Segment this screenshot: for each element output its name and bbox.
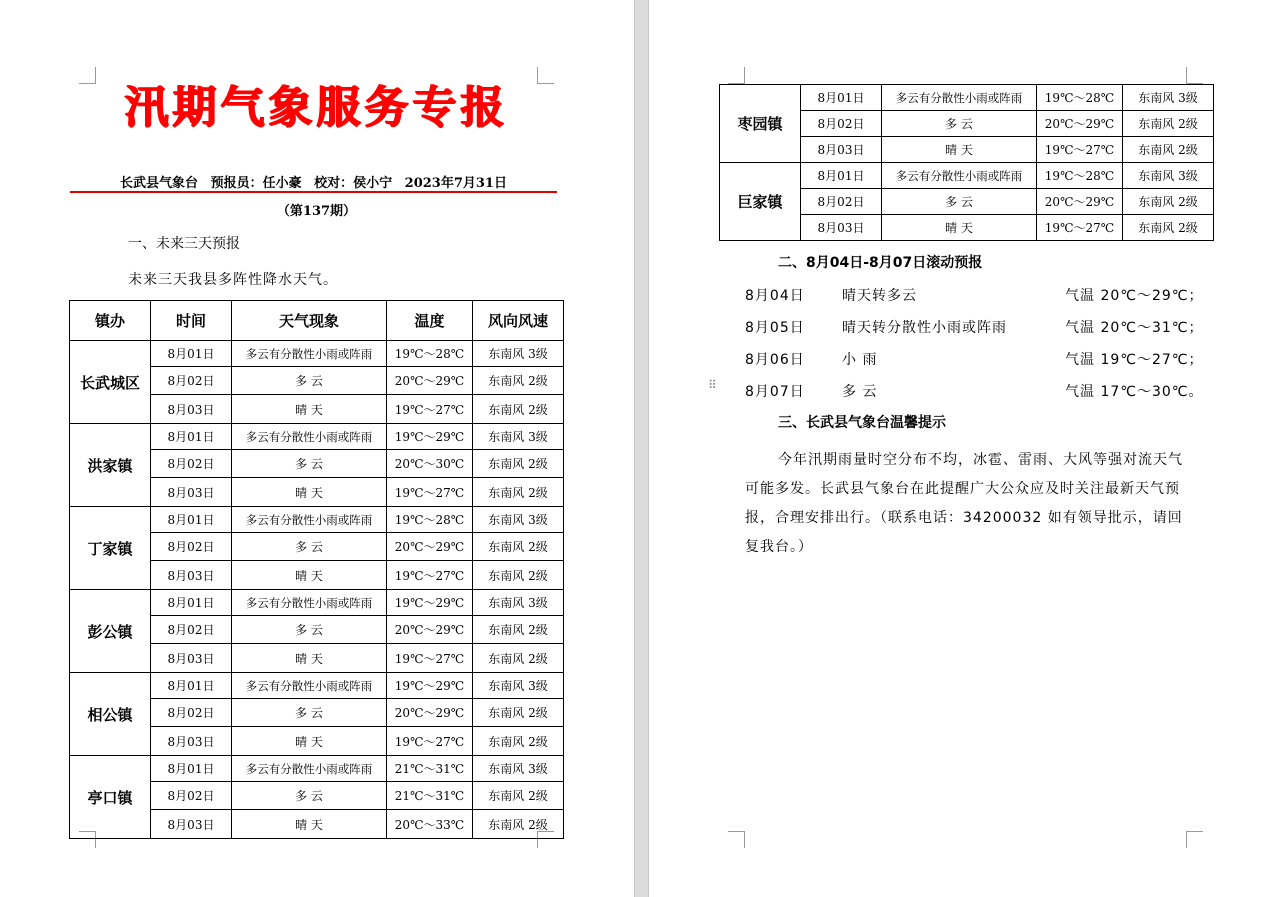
weather-cell: 多 云 xyxy=(232,450,387,478)
table-header-row xyxy=(70,301,564,341)
town-cell: 洪家镇 xyxy=(70,424,151,507)
town-cell: 巨家镇 xyxy=(720,163,801,241)
weather-cell: 晴 天 xyxy=(232,395,387,424)
date-cell: 8月03日 xyxy=(151,810,232,839)
weather-cell: 多 云 xyxy=(232,533,387,561)
weather-cell: 晴 天 xyxy=(232,561,387,590)
table-row xyxy=(70,756,564,782)
drag-handle-icon[interactable]: ⠿ xyxy=(708,378,715,392)
date-cell: 8月01日 xyxy=(151,424,232,450)
temperature-cell: 19℃～28℃ xyxy=(387,507,473,533)
date-cell: 8月03日 xyxy=(151,644,232,673)
weather-cell: 多云有分散性小雨或阵雨 xyxy=(232,341,387,367)
date-cell: 8月03日 xyxy=(801,137,882,163)
date-cell: 8月01日 xyxy=(151,756,232,782)
wind-cell: 东南风 3级 xyxy=(473,507,564,533)
wind-cell: 东南风 2级 xyxy=(473,395,564,424)
wind-cell: 东南风 3级 xyxy=(473,590,564,616)
checker-name: 校对：侯小宁 xyxy=(314,176,393,191)
weather-cell: 晴 天 xyxy=(882,215,1037,241)
weather-cell: 多 云 xyxy=(882,111,1037,137)
date-cell: 8月02日 xyxy=(151,533,232,561)
weather-cell: 晴 天 xyxy=(232,810,387,839)
temperature-cell: 20℃～29℃ xyxy=(1037,111,1123,137)
date-cell: 8月03日 xyxy=(151,478,232,507)
date-cell: 8月02日 xyxy=(801,111,882,137)
temperature-cell: 19℃～27℃ xyxy=(387,727,473,756)
weather-cell: 多云有分散性小雨或阵雨 xyxy=(882,163,1037,189)
date-cell: 8月01日 xyxy=(801,85,882,111)
crop-mark xyxy=(1186,831,1203,848)
date-cell: 8月03日 xyxy=(151,561,232,590)
crop-mark xyxy=(1186,67,1203,84)
temperature-cell: 20℃～29℃ xyxy=(387,367,473,395)
town-cell: 长武城区 xyxy=(70,341,151,424)
weather-cell: 多 云 xyxy=(232,699,387,727)
temperature-cell: 20℃～29℃ xyxy=(387,616,473,644)
date-cell: 8月02日 xyxy=(151,450,232,478)
weather-cell: 多云有分散性小雨或阵雨 xyxy=(232,424,387,450)
temperature-cell: 19℃～29℃ xyxy=(387,673,473,699)
wind-cell: 东南风 2级 xyxy=(473,561,564,590)
wind-cell: 东南风 3级 xyxy=(473,341,564,367)
table-row xyxy=(70,590,564,616)
wind-cell: 东南风 2级 xyxy=(473,782,564,810)
column-header: 风向风速 xyxy=(473,301,564,341)
weather-cell: 多 云 xyxy=(232,367,387,395)
document-page-1 xyxy=(0,0,634,897)
section-1-heading: 一、未来三天预报 xyxy=(128,236,240,252)
table-row xyxy=(720,163,1214,189)
date-cell: 8月01日 xyxy=(151,673,232,699)
wind-cell: 东南风 2级 xyxy=(1123,215,1214,241)
temperature-cell: 19℃～27℃ xyxy=(387,644,473,673)
date-cell: 8月02日 xyxy=(801,189,882,215)
weather-cell: 多 云 xyxy=(232,616,387,644)
wind-cell: 东南风 2级 xyxy=(473,616,564,644)
warm-tip-paragraph xyxy=(745,446,1191,562)
wind-cell: 东南风 2级 xyxy=(1123,189,1214,215)
column-header: 温度 xyxy=(387,301,473,341)
wind-cell: 东南风 3级 xyxy=(1123,163,1214,189)
temperature-cell: 20℃～29℃ xyxy=(1037,189,1123,215)
weather-cell: 多云有分散性小雨或阵雨 xyxy=(232,673,387,699)
wind-cell: 东南风 2级 xyxy=(473,810,564,839)
temperature-cell: 19℃～28℃ xyxy=(1037,163,1123,189)
weather-cell: 晴 天 xyxy=(882,137,1037,163)
section-3-heading: 三、长武县气象台温馨提示 xyxy=(778,415,946,431)
date-cell: 8月03日 xyxy=(151,727,232,756)
date-cell: 8月01日 xyxy=(151,341,232,367)
forecast-table xyxy=(69,300,564,839)
wind-cell: 东南风 2级 xyxy=(473,644,564,673)
section-1-text: 未来三天我县多阵性降水天气。 xyxy=(128,272,338,288)
temperature-cell: 19℃～29℃ xyxy=(387,424,473,450)
wind-cell: 东南风 3级 xyxy=(473,756,564,782)
table-row xyxy=(70,341,564,367)
table-row xyxy=(70,507,564,533)
issue-number: （第137期） xyxy=(276,204,357,219)
temperature-cell: 21℃～31℃ xyxy=(387,782,473,810)
date-cell: 8月01日 xyxy=(151,590,232,616)
column-header: 时间 xyxy=(151,301,232,341)
wind-cell: 东南风 2级 xyxy=(473,450,564,478)
temperature-cell: 19℃～27℃ xyxy=(1037,215,1123,241)
temperature-cell: 19℃～27℃ xyxy=(1037,137,1123,163)
table-row xyxy=(70,673,564,699)
table-row xyxy=(70,424,564,450)
weather-cell: 多云有分散性小雨或阵雨 xyxy=(882,85,1037,111)
date-cell: 8月03日 xyxy=(151,395,232,424)
wind-cell: 东南风 3级 xyxy=(473,673,564,699)
agency-name: 长武县气象台 xyxy=(120,176,199,191)
column-header: 镇办 xyxy=(70,301,151,341)
forecast-table-continued xyxy=(719,84,1214,241)
date-cell: 8月03日 xyxy=(801,215,882,241)
town-cell: 枣园镇 xyxy=(720,85,801,163)
weather-cell: 多云有分散性小雨或阵雨 xyxy=(232,590,387,616)
crop-mark xyxy=(728,831,745,848)
temperature-cell: 19℃～28℃ xyxy=(387,341,473,367)
weather-cell: 晴 天 xyxy=(232,478,387,507)
date-cell: 8月02日 xyxy=(151,616,232,644)
wind-cell: 东南风 2级 xyxy=(473,533,564,561)
header-divider xyxy=(70,191,557,193)
report-header xyxy=(70,172,557,191)
town-cell: 丁家镇 xyxy=(70,507,151,590)
section-2-heading: 二、8月04日-8月07日滚动预报 xyxy=(778,255,983,271)
weather-cell: 多 云 xyxy=(232,782,387,810)
temperature-cell: 20℃～30℃ xyxy=(387,450,473,478)
wind-cell: 东南风 2级 xyxy=(473,727,564,756)
temperature-cell: 19℃～27℃ xyxy=(387,478,473,507)
date-cell: 8月02日 xyxy=(151,782,232,810)
town-cell: 相公镇 xyxy=(70,673,151,756)
weather-cell: 晴 天 xyxy=(232,727,387,756)
town-cell: 彭公镇 xyxy=(70,590,151,673)
temperature-cell: 19℃～29℃ xyxy=(387,590,473,616)
date-cell: 8月02日 xyxy=(151,367,232,395)
wind-cell: 东南风 3级 xyxy=(1123,85,1214,111)
table-row xyxy=(720,85,1214,111)
wind-cell: 东南风 2级 xyxy=(1123,111,1214,137)
town-cell: 亭口镇 xyxy=(70,756,151,839)
page-gap xyxy=(634,0,649,897)
column-header: 天气现象 xyxy=(232,301,387,341)
temperature-cell: 20℃～29℃ xyxy=(387,533,473,561)
date-cell: 8月01日 xyxy=(151,507,232,533)
date-cell: 8月02日 xyxy=(151,699,232,727)
weather-cell: 晴 天 xyxy=(232,644,387,673)
crop-mark xyxy=(728,67,745,84)
weather-cell: 多 云 xyxy=(882,189,1037,215)
temperature-cell: 19℃～27℃ xyxy=(387,561,473,590)
date-cell: 8月01日 xyxy=(801,163,882,189)
wind-cell: 东南风 2级 xyxy=(473,478,564,507)
temperature-cell: 21℃～31℃ xyxy=(387,756,473,782)
wind-cell: 东南风 3级 xyxy=(473,424,564,450)
wind-cell: 东南风 2级 xyxy=(473,367,564,395)
temperature-cell: 19℃～27℃ xyxy=(387,395,473,424)
weather-cell: 多云有分散性小雨或阵雨 xyxy=(232,507,387,533)
weather-cell: 多云有分散性小雨或阵雨 xyxy=(232,756,387,782)
report-date: 2023年7月31日 xyxy=(404,176,507,191)
wind-cell: 东南风 2级 xyxy=(473,699,564,727)
temperature-cell: 19℃～28℃ xyxy=(1037,85,1123,111)
temperature-cell: 20℃～29℃ xyxy=(387,699,473,727)
temperature-cell: 20℃～33℃ xyxy=(387,810,473,839)
wind-cell: 东南风 2级 xyxy=(1123,137,1214,163)
tip-text: 今年汛期雨量时空分布不均，冰雹、雷雨、大风等强对流天气可能多发。长武县气象台在此提醒广大公众应及时关注最新天气预报，合理安排出行。（联系电话：34200032 如有领导批示，请回复我台。） xyxy=(745,452,1183,555)
forecaster-name: 预报员：任小豪 xyxy=(210,176,302,191)
report-title: 汛期气象服务专报 xyxy=(124,82,509,133)
